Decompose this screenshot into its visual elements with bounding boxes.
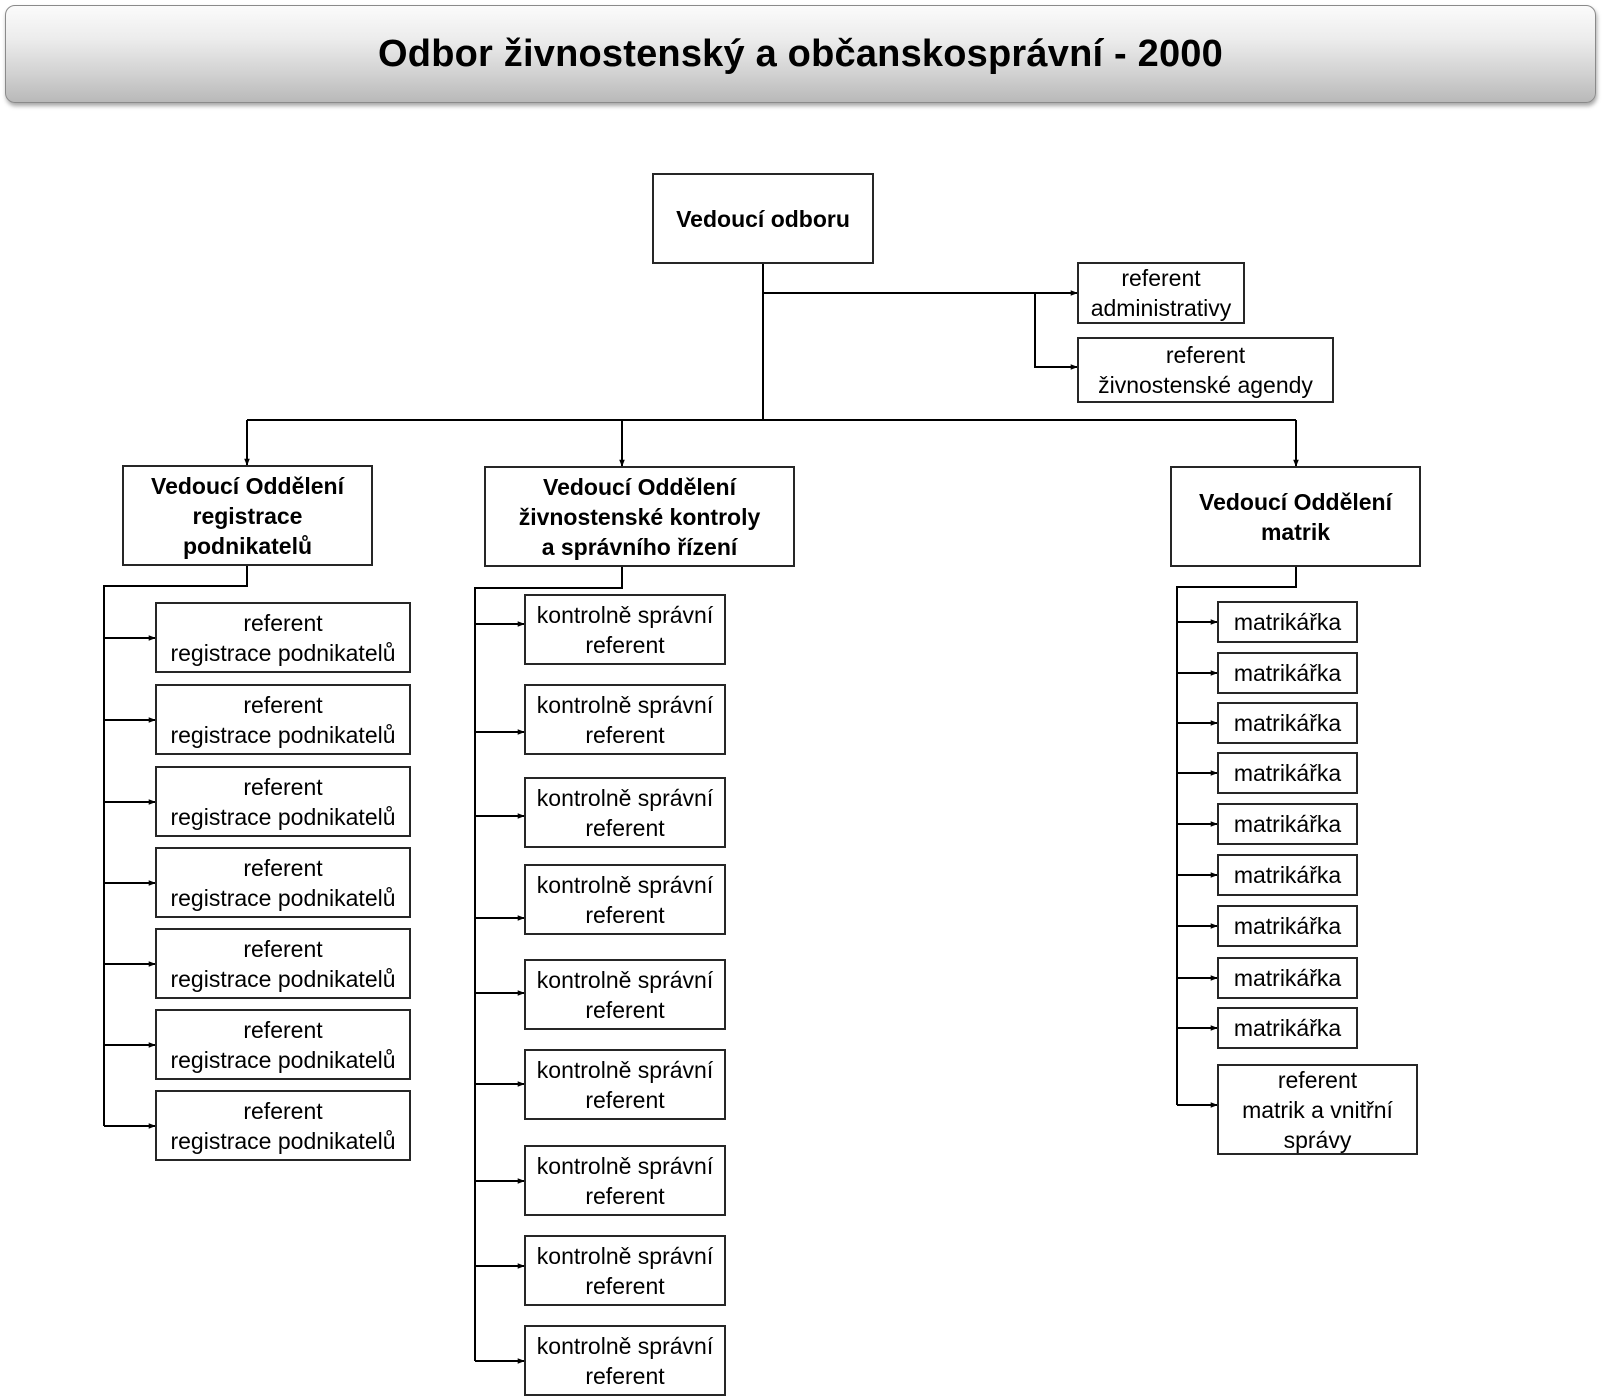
staff-label: referent administrativy	[1090, 265, 1232, 321]
member-label: matrikářka	[1233, 710, 1342, 736]
dept-head-label: Vedoucí Oddělení registrace podnikatelů	[151, 472, 344, 559]
staff-box-administration	[1077, 262, 1245, 324]
member-label: matrikářka	[1233, 760, 1342, 786]
registrar-box	[1217, 1007, 1358, 1049]
control-referent-box	[524, 777, 726, 848]
control-referent-box	[524, 684, 726, 755]
registration-referent-box	[155, 847, 411, 918]
member-label: kontrolně správní referent	[536, 784, 714, 841]
dept-head-registration	[122, 465, 373, 566]
registrar-box	[1217, 957, 1358, 999]
registration-referent-box	[155, 684, 411, 755]
registrar-box	[1217, 854, 1358, 896]
director-box	[652, 173, 874, 264]
registration-referent-box	[155, 1090, 411, 1161]
member-label: referent matrik a vnitřní správy	[1242, 1066, 1393, 1153]
dept-head-trade-control	[484, 466, 795, 567]
member-label: referent registrace podnikatelů	[170, 609, 396, 666]
member-label: matrikářka	[1233, 913, 1342, 939]
registrar-box	[1217, 601, 1358, 643]
member-label: kontrolně správní referent	[536, 1332, 714, 1389]
member-label: matrikářka	[1233, 862, 1342, 888]
control-referent-box	[524, 1325, 726, 1396]
registration-referent-box	[155, 1009, 411, 1080]
registry-referent-box	[1217, 1064, 1418, 1155]
member-label: matrikářka	[1233, 660, 1342, 686]
control-referent-box	[524, 864, 726, 935]
registrar-box	[1217, 652, 1358, 694]
member-label: matrikářka	[1233, 965, 1342, 991]
registrar-box	[1217, 803, 1358, 845]
registration-referent-box	[155, 928, 411, 999]
member-label: kontrolně správní referent	[536, 966, 714, 1023]
control-referent-box	[524, 1049, 726, 1120]
dept-head-label: Vedoucí Oddělení matrik	[1199, 488, 1392, 545]
member-label: referent registrace podnikatelů	[170, 1097, 396, 1154]
staff-arrow	[1035, 293, 1077, 367]
page-title: Odbor živnostenský a občanskosprávní - 2000	[378, 32, 1223, 75]
registration-referent-box	[155, 766, 411, 837]
member-label: referent registrace podnikatelů	[170, 854, 396, 911]
registrar-box	[1217, 905, 1358, 947]
member-label: kontrolně správní referent	[536, 1056, 714, 1113]
staff-box-trade-agenda	[1077, 337, 1334, 403]
member-label: kontrolně správní referent	[536, 691, 714, 748]
control-referent-box	[524, 594, 726, 665]
member-label: matrikářka	[1233, 609, 1342, 635]
registrar-box	[1217, 752, 1358, 794]
member-label: matrikářka	[1233, 811, 1342, 837]
control-referent-box	[524, 959, 726, 1030]
member-label: kontrolně správní referent	[536, 1242, 714, 1299]
member-label: referent registrace podnikatelů	[170, 773, 396, 830]
staff-label: referent živnostenské agendy	[1098, 342, 1313, 398]
member-label: referent registrace podnikatelů	[170, 935, 396, 992]
registration-referent-box	[155, 602, 411, 673]
member-label: matrikářka	[1233, 1015, 1342, 1041]
control-referent-box	[524, 1235, 726, 1306]
member-label: kontrolně správní referent	[536, 1152, 714, 1209]
registrar-box	[1217, 702, 1358, 744]
member-label: kontrolně správní referent	[536, 871, 714, 928]
member-label: referent registrace podnikatelů	[170, 691, 396, 748]
control-referent-box	[524, 1145, 726, 1216]
member-label: referent registrace podnikatelů	[170, 1016, 396, 1073]
dept-head-label: Vedoucí Oddělení živnostenské kontroly a správního řízení	[518, 473, 761, 560]
director-label: Vedoucí odboru	[676, 205, 850, 232]
member-label: kontrolně správní referent	[536, 601, 714, 658]
dept-head-registers	[1170, 466, 1421, 567]
